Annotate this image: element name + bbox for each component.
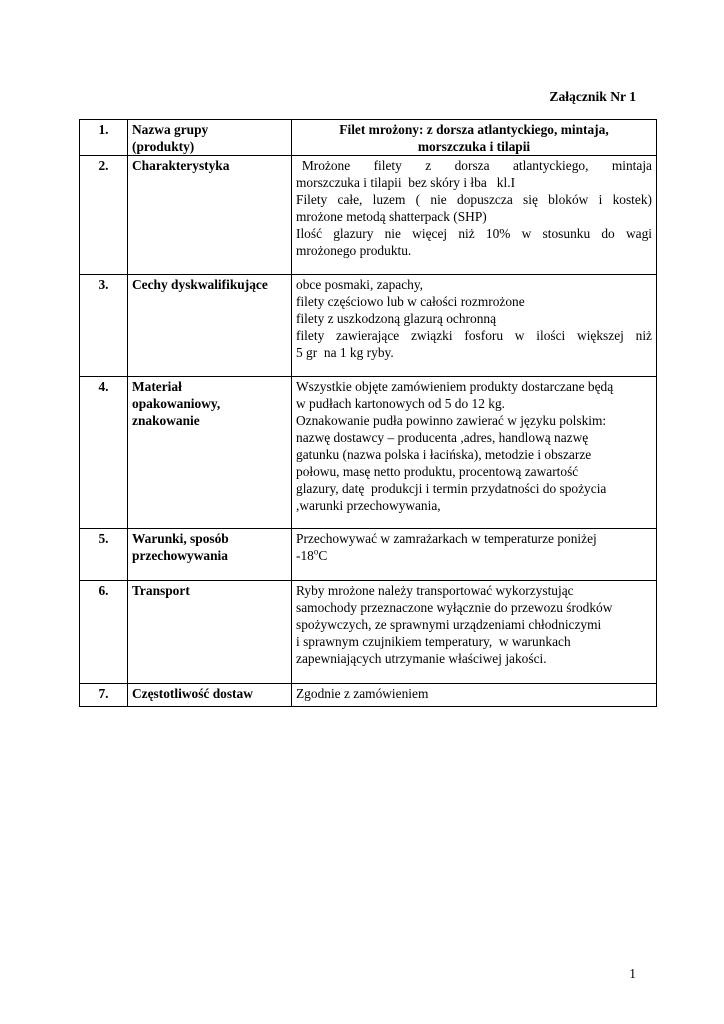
row-label-line: opakowaniowy, [132,396,221,411]
row-description-line: nazwę dostawcy – producenta ,adres, handlową nazwę [296,430,589,445]
row-number: 1. [80,120,128,156]
row-description-line: glazury, datę produkcji i termin przydatności do spożycia [296,481,607,496]
row-description-line: mrożonego produktu. [296,243,412,258]
row-description [292,156,657,275]
row-label [128,156,292,275]
row-label [128,581,292,684]
row-description-line: morszczuka i tilapii [417,139,531,154]
row-description-line: gatunku (nazwa polska i łacińska), metodzie i obszarze [296,447,592,462]
row-description-line: Filety całe, luzem ( nie dopuszcza się bloków i kostek) [296,192,652,207]
row-description-line: zapewniających utrzymanie właściwej jakości. [296,651,547,666]
row-description-line: Oznakowanie pudła powinno zawierać w języku polskim: [296,413,607,428]
row-description-line: filety z uszkodzoną glazurą ochronną [296,311,497,326]
row-description-line: filety zawierające związki fosforu w ilości większej niż [296,328,652,343]
table-row-group-name [80,120,657,156]
row-label-line: Charakterystyka [132,158,230,173]
row-description [292,581,657,684]
row-description [292,377,657,529]
row-label-line: Częstotliwość dostaw [132,686,253,701]
row-label-line: znakowanie [132,413,200,428]
row-label [128,275,292,377]
degree-symbol: o [313,546,319,557]
annex-title: Załącznik Nr 1 [549,89,636,104]
row-label [128,529,292,581]
row-number: 7. [80,684,128,707]
table-row-disqualifying-features [80,275,657,377]
row-description-line: mrożone metodą shatterpack (SHP) [296,209,487,224]
row-description-line: Zgodnie z zamówieniem [296,686,429,701]
row-label [128,377,292,529]
row-description-line: Wszystkie objęte zamówieniem produkty dostarczane będą [296,379,614,394]
row-description [292,529,657,581]
row-description-line: połowu, masę netto produktu, procentową zawartość [296,464,579,479]
row-description-line: Ryby mrożone należy transportować wykorzystując [296,583,574,598]
table-row-packaging [80,377,657,529]
row-description [292,684,657,707]
product-spec-table [79,119,657,707]
table-row-delivery-frequency [80,684,657,707]
row-description-line: Filet mrożony: z dorsza atlantyckiego, mintaja, [339,122,609,137]
table-row-characteristics [80,156,657,275]
row-label [128,120,292,156]
row-number: 6. [80,581,128,684]
temperature-unit: C [318,548,328,563]
row-description [292,275,657,377]
row-label-line: (produkty) [132,139,195,154]
row-number: 2. [80,156,128,275]
row-description-line: samochody przeznaczone wyłącznie do przewozu środków [296,600,613,615]
row-label-line: Nazwa grupy [132,122,209,137]
table-row-transport [80,581,657,684]
row-description-line: w pudłach kartonowych od 5 do 12 kg. [296,396,506,411]
row-description-line: ,warunki przechowywania, [296,498,441,513]
row-description-line: filety częściowo lub w całości rozmrożone [296,294,525,309]
table-row-storage [80,529,657,581]
row-label-line: Transport [132,583,190,598]
row-description-line: Przechowywać w zamrażarkach w temperaturze poniżej [296,531,597,546]
row-description-line: i sprawnym czujnikiem temperatury, w warunkach [296,634,571,649]
row-description-line: 5 gr na 1 kg ryby. [296,345,394,360]
row-label-line: Cechy dyskwalifikujące [132,277,268,292]
row-number: 4. [80,377,128,529]
page-number: 1 [629,966,636,981]
row-label [128,684,292,707]
row-description-line: spożywczych, ze sprawnymi urządzeniami chłodniczymi [296,617,602,632]
row-label-line: Warunki, sposób [132,531,229,546]
temperature-value: -18 [296,548,314,563]
row-description-line: morszczuka i tilapii bez skóry i łba kl.I [296,175,516,190]
row-label-line: przechowywania [132,548,228,563]
storage-temperature [296,547,652,564]
row-number: 5. [80,529,128,581]
row-description-line: obce posmaki, zapachy, [296,277,424,292]
row-number: 3. [80,275,128,377]
row-description-line: Ilość glazury nie więcej niż 10% w stosunku do wagi [296,226,652,241]
row-description-line: Mrożone filety z dorsza atlantyckiego, mintaja [296,158,652,173]
row-label-line: Materiał [132,379,182,394]
row-description [292,120,657,156]
